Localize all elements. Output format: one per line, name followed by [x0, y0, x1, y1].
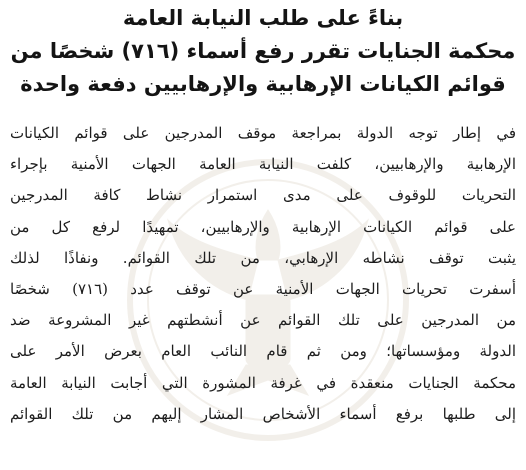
- body-line-4: على قوائم الكيانات الإرهابية والإرهابيين، تمهيدًا لرفع كل من: [10, 217, 516, 236]
- body-line-10: إلى طلبها برفع أسماء الأشخاص المشار إليهم من تلك القوائم: [10, 404, 516, 423]
- body-line-9: محكمة الجنايات منعقدة في غرفة المشورة التي أجابت النيابة العامة: [10, 373, 516, 392]
- article-body: [10, 118, 516, 430]
- body-line-7: من المدرجين على تلك القوائم عن أنشطتهم غير المشروعة ضد: [10, 311, 516, 330]
- body-line-5: يثبت توقف نشاطه الإرهابي، من تلك القوائم. ونفاذًا لذلك: [10, 248, 516, 267]
- headline: [10, 2, 516, 101]
- body-line-1: في إطار توجه الدولة بمراجعة موقف المدرجين على قوائم الكيانات: [10, 124, 516, 142]
- headline-line-2: محكمة الجنايات تقرر رفع أسماء (٧١٦) شخصًا من: [10, 39, 516, 63]
- body-line-3: التحريات للوقوف على مدى استمرار نشاط كافة المدرجين: [10, 186, 516, 205]
- headline-line-3: قوائم الكيانات الإرهابية والإرهابيين دفعة واحدة: [20, 72, 506, 96]
- body-line-2: الإرهابية والإرهابيين، كلفت النيابة العامة الجهات الأمنية بإجراء: [10, 155, 516, 174]
- body-line-8: الدولة ومؤسساتها؛ ومن ثم قام النائب العام بعرض الأمر على: [10, 342, 516, 361]
- headline-line-1: بناءً على طلب النيابة العامة: [122, 6, 404, 30]
- body-line-6: أسفرت تحريات الجهات الأمنية عن توقف عدد (٧١٦) شخصًا: [10, 280, 516, 299]
